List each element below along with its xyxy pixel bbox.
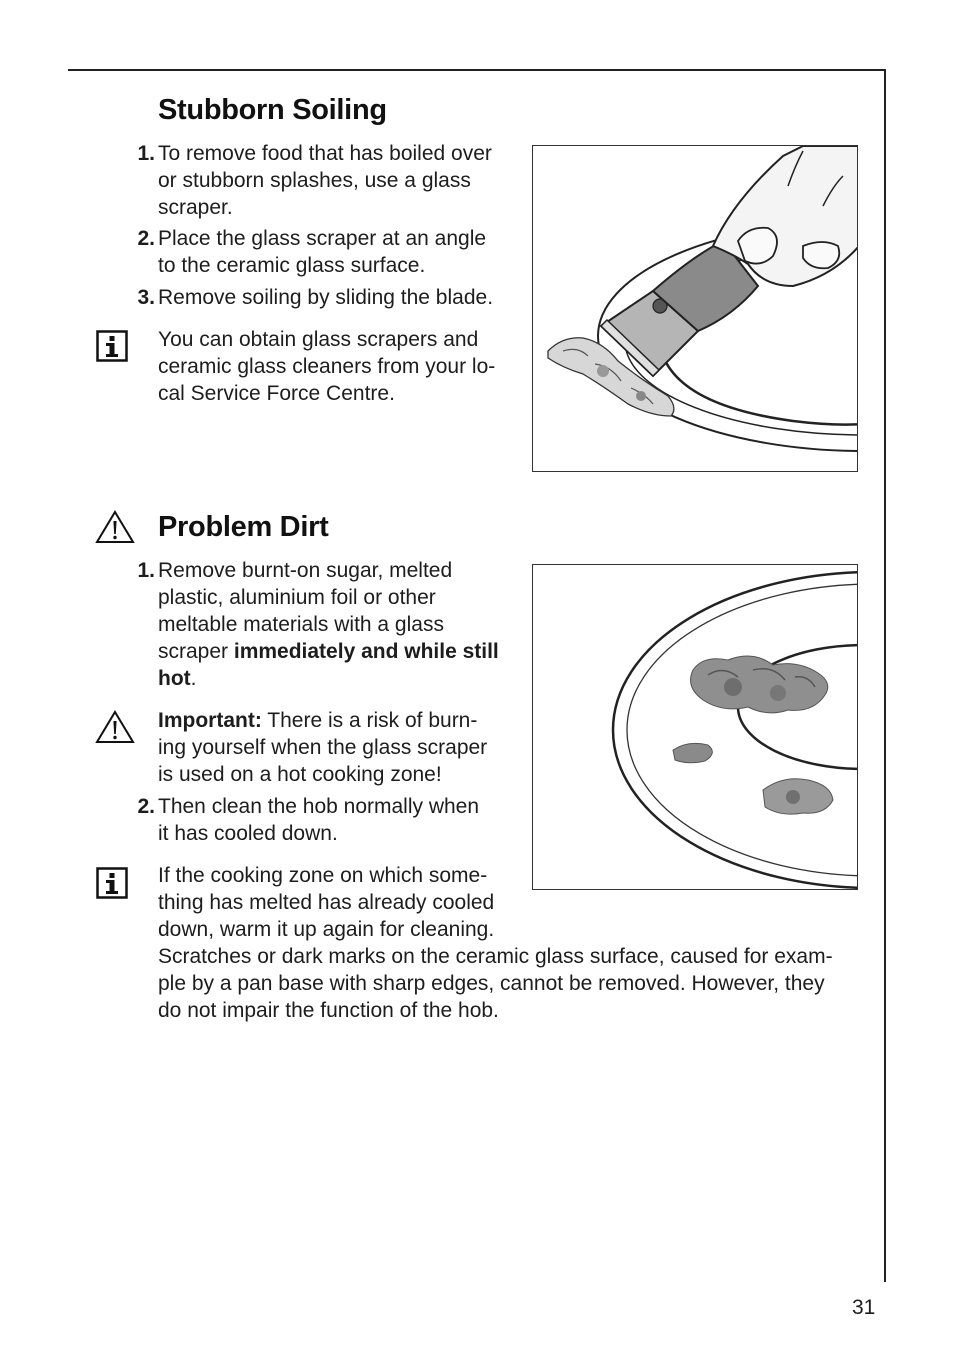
step-number: 2. (137, 227, 155, 250)
melted-residue-illustration (532, 564, 858, 890)
warning-icon (95, 510, 135, 544)
step-number: 2. (137, 795, 155, 818)
right-rule (884, 69, 886, 1282)
top-rule (68, 69, 886, 71)
warning-text: Important: There is a risk of burn- ing yourself when the glass scraper is used on a hot cooking zone! (158, 709, 488, 786)
step-number: 3. (137, 286, 155, 309)
step-number: 1. (137, 142, 155, 165)
scraper-illustration (532, 145, 858, 472)
step-text: To remove food that has boiled over or stubborn splashes, use a glass scraper. (158, 142, 492, 219)
step-number: 1. (137, 559, 155, 582)
step-text: Remove soiling by sliding the blade. (158, 286, 494, 309)
step-text: Remove burnt-on sugar, melted plastic, aluminium foil or other meltable materials with a glass scraper immediately and while still hot. (158, 559, 499, 690)
page-number: 31 (852, 1296, 876, 1319)
warning-icon (95, 710, 135, 744)
info-icon (96, 330, 128, 362)
step-text: Then clean the hob normally when it has cooled down. (158, 795, 480, 845)
section-title-stubborn-soiling: Stubborn Soiling (158, 94, 387, 126)
info-text: You can obtain glass scrapers and ceramic glass cleaners from your lo- cal Service Force Centre. (158, 328, 496, 405)
info-text: If the cooking zone on which some- thing has melted has already cooled down, warm it up again for cleaning. Scratches or dark marks on the ceramic glass surface, caused for exam- ple by a pan base with sharp edges, cannot be removed. However, they do not impair the function of the hob. (158, 864, 833, 1022)
step-text: Place the glass scraper at an angle to the ceramic glass surface. (158, 227, 487, 277)
section-title-problem-dirt: Problem Dirt (158, 511, 329, 543)
info-icon (96, 867, 128, 899)
